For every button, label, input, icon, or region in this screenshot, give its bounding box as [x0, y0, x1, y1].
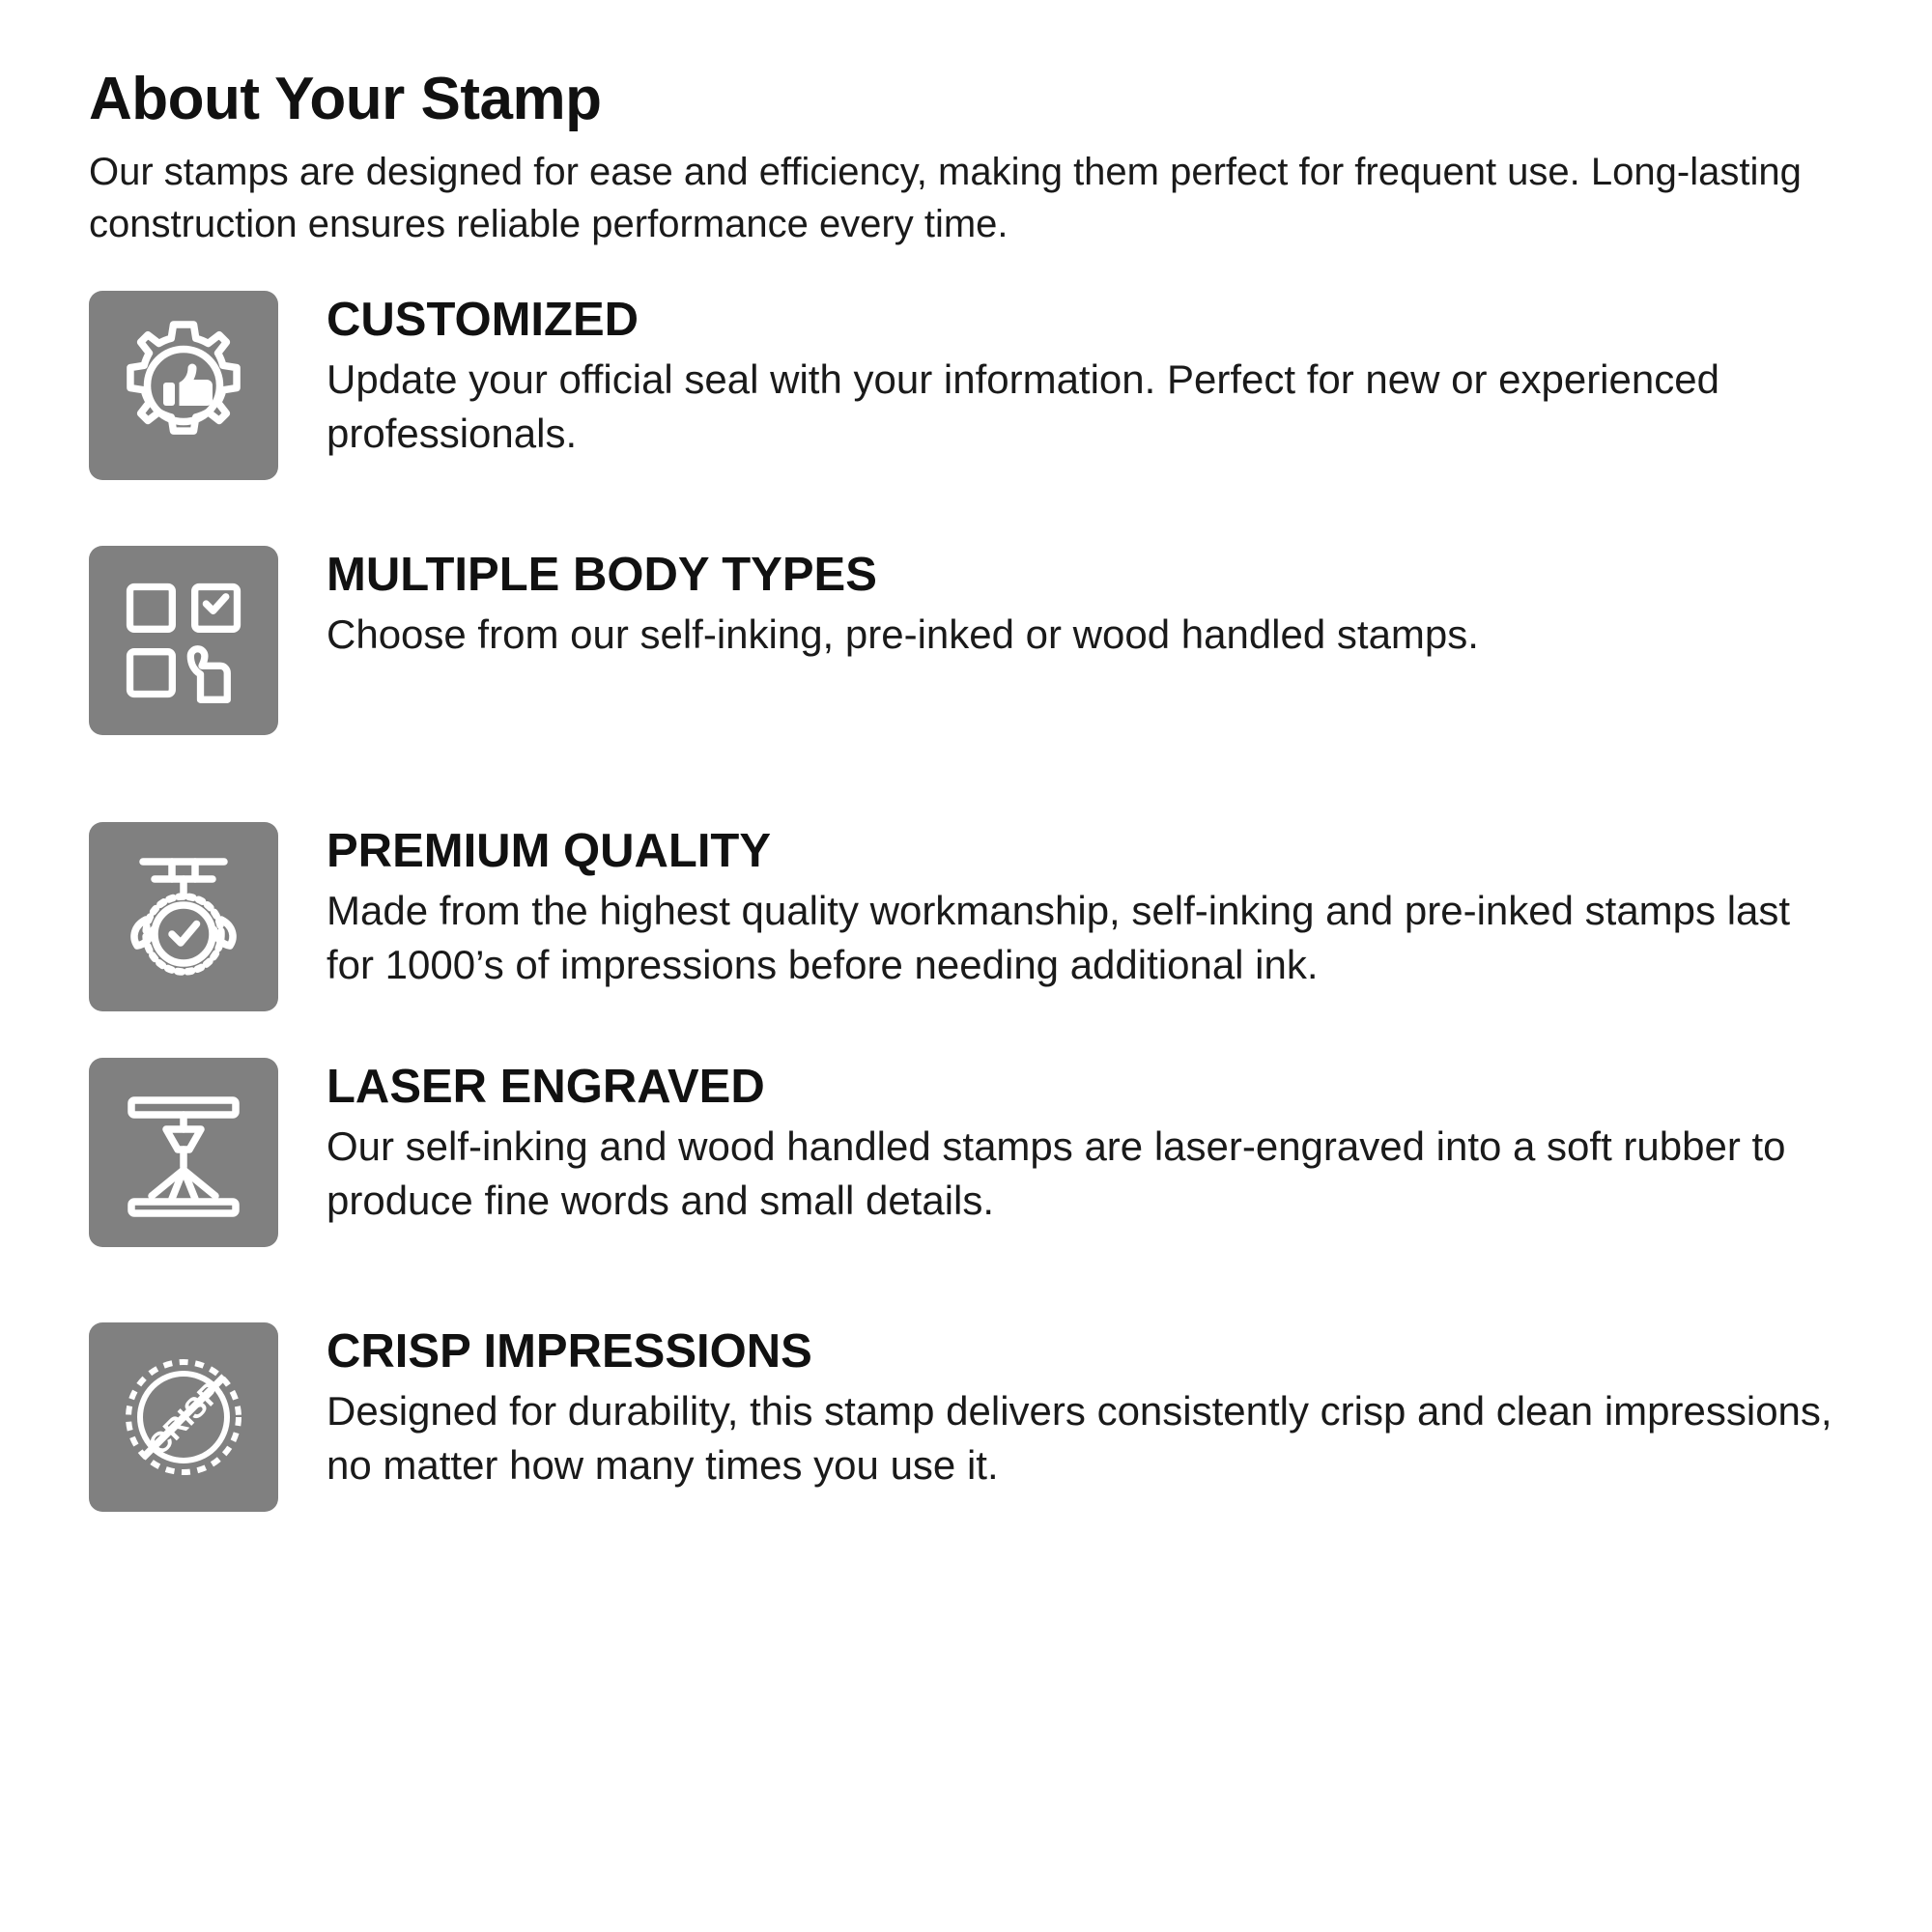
crisp-stamp-icon	[89, 1322, 278, 1512]
select-body-type-icon	[89, 546, 278, 735]
feature-text	[327, 1058, 1833, 1228]
list-item	[89, 822, 1843, 1011]
quality-award-icon	[89, 822, 278, 1011]
feature-text	[327, 1322, 1833, 1492]
feature-title: PREMIUM QUALITY	[327, 825, 772, 878]
feature-title: CRISP IMPRESSIONS	[327, 1325, 812, 1378]
feature-description: Made from the highest quality workmanship, self-inking and pre-inked stamps last for 1000’s of impressions before needing additional ink.	[327, 887, 1791, 987]
feature-text	[327, 291, 1833, 461]
page-title: About Your Stamp	[89, 66, 602, 132]
list-item	[89, 546, 1843, 735]
feature-text	[327, 822, 1833, 992]
intro-paragraph: Our stamps are designed for ease and efficiency, making them perfect for frequent use. Long-lasting construction ensures reliable performance every time.	[89, 151, 1802, 246]
feature-title: MULTIPLE BODY TYPES	[327, 549, 877, 602]
feature-description: Choose from our self-inking, pre-inked or wood handled stamps.	[327, 611, 1479, 657]
feature-description: Our self-inking and wood handled stamps are laser-engraved into a soft rubber to produce fine words and small details.	[327, 1122, 1786, 1223]
laser-engraver-icon	[89, 1058, 278, 1247]
feature-text	[327, 546, 1479, 662]
feature-title: CUSTOMIZED	[327, 294, 639, 347]
list-item	[89, 1322, 1843, 1512]
feature-title: LASER ENGRAVED	[327, 1061, 765, 1114]
svg-text:CRISP: CRISP	[142, 1376, 228, 1462]
feature-list	[89, 291, 1843, 1512]
feature-description: Designed for durability, this stamp delivers consistently crisp and clean impressions, no matter how many times you use it.	[327, 1387, 1833, 1488]
feature-description: Update your official seal with your information. Perfect for new or experienced professionals.	[327, 355, 1719, 456]
list-item	[89, 1058, 1843, 1247]
list-item	[89, 291, 1843, 480]
gear-thumbs-up-icon	[89, 291, 278, 480]
